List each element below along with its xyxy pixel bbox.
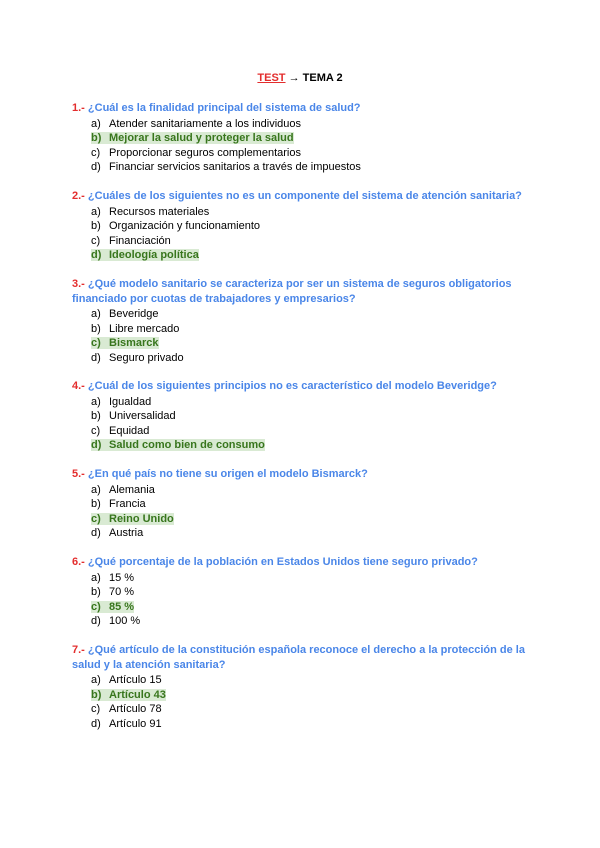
- option-text: Financiación: [109, 234, 171, 247]
- question-prompt: ¿Qué artículo de la constitución española reconoce el derecho a la protección de la salud y la atención sanitaria?: [72, 644, 525, 671]
- option-text: Alemania: [109, 483, 155, 496]
- option-c[interactable]: [91, 512, 532, 527]
- title-test: TEST: [257, 72, 286, 84]
- option-text: Atender sanitariamente a los individuos: [109, 117, 302, 130]
- title-arrow: →: [285, 72, 303, 84]
- option-d[interactable]: [91, 438, 532, 453]
- options-list: [72, 205, 532, 263]
- question-number: 5.-: [72, 468, 85, 480]
- option-text: Equidad: [109, 424, 150, 437]
- question-5: [72, 467, 532, 541]
- options-list: [72, 395, 532, 453]
- question-6: [72, 555, 532, 629]
- option-letter: c): [91, 234, 101, 247]
- question-number: 7.-: [72, 644, 85, 656]
- option-letter: a): [91, 308, 101, 320]
- question-text: [72, 643, 532, 672]
- option-letter: a): [91, 117, 101, 130]
- options-list: [72, 673, 532, 731]
- question-number: 6.-: [72, 556, 85, 568]
- option-d[interactable]: [91, 248, 532, 263]
- option-text: Proporcionar seguros complementarios: [109, 146, 301, 159]
- question-text: [72, 555, 532, 570]
- option-a[interactable]: [91, 673, 532, 688]
- option-c[interactable]: [91, 146, 532, 161]
- option-d[interactable]: [91, 717, 532, 732]
- option-d[interactable]: [91, 526, 532, 541]
- question-prompt: ¿Cuál de los siguientes principios no es característico del modelo Beveridge?: [84, 380, 497, 392]
- option-b[interactable]: [91, 688, 532, 703]
- question-prompt: ¿Cuáles de los siguientes no es un componente del sistema de atención sanitaria?: [84, 190, 522, 202]
- option-letter: a): [91, 395, 101, 408]
- question-7: [72, 643, 532, 731]
- question-number: 2.-: [72, 190, 85, 202]
- option-letter: d): [91, 351, 101, 364]
- option-letter: c): [91, 703, 101, 716]
- option-b[interactable]: [91, 131, 532, 146]
- option-text: Austria: [109, 527, 144, 540]
- option-d[interactable]: [91, 351, 532, 366]
- option-a[interactable]: [91, 205, 532, 220]
- option-text: Mejorar la salud y proteger la salud: [109, 132, 294, 145]
- option-letter: b): [91, 220, 101, 233]
- option-c[interactable]: [91, 702, 532, 717]
- option-c[interactable]: [91, 234, 532, 249]
- option-letter: d): [91, 717, 101, 730]
- option-text: 85 %: [109, 600, 135, 613]
- option-b[interactable]: [91, 409, 532, 424]
- question-4: [72, 379, 532, 453]
- option-text: Reino Unido: [109, 512, 174, 525]
- option-letter: b): [91, 688, 102, 701]
- option-letter: d): [91, 527, 101, 540]
- option-letter: b): [91, 586, 101, 599]
- option-text: Seguro privado: [109, 351, 184, 364]
- option-a[interactable]: [91, 117, 532, 132]
- question-number: 4.-: [72, 380, 85, 392]
- option-b[interactable]: [91, 322, 532, 337]
- option-letter: c): [91, 512, 101, 525]
- question-prompt: ¿Qué porcentaje de la población en Estados Unidos tiene seguro privado?: [84, 556, 478, 568]
- question-text: [72, 467, 532, 482]
- option-letter: d): [91, 615, 101, 628]
- option-a[interactable]: [91, 483, 532, 498]
- option-text: Organización y funcionamiento: [109, 220, 261, 233]
- question-number: 1.-: [72, 102, 85, 114]
- option-text: Bismarck: [109, 337, 159, 350]
- question-2: [72, 189, 532, 263]
- option-a[interactable]: [91, 571, 532, 586]
- option-d[interactable]: [91, 160, 532, 175]
- option-letter: b): [91, 132, 102, 145]
- option-text: 100 %: [109, 615, 141, 628]
- question-number: 3.-: [72, 278, 85, 290]
- option-text: Ideología política: [109, 249, 199, 262]
- option-letter: c): [91, 146, 101, 159]
- question-prompt: ¿Cuál es la finalidad principal del sistema de salud?: [84, 102, 361, 114]
- option-letter: b): [91, 322, 101, 335]
- page-title: [0, 72, 600, 84]
- option-letter: d): [91, 249, 102, 262]
- option-b[interactable]: [91, 585, 532, 600]
- option-text: Financiar servicios sanitarios a través de impuestos: [109, 161, 361, 174]
- option-text: Artículo 78: [109, 703, 162, 716]
- options-list: [72, 571, 532, 629]
- option-text: Artículo 91: [109, 717, 162, 730]
- option-c[interactable]: [91, 336, 532, 351]
- option-letter: b): [91, 410, 101, 423]
- option-a[interactable]: [91, 307, 532, 322]
- option-letter: a): [91, 205, 101, 218]
- option-letter: c): [91, 600, 101, 613]
- question-3: [72, 277, 532, 365]
- question-prompt: ¿En qué país no tiene su origen el modelo Bismarck?: [84, 468, 368, 480]
- option-letter: a): [91, 483, 101, 496]
- option-text: Salud como bien de consumo: [109, 439, 265, 452]
- option-letter: c): [91, 424, 101, 437]
- option-text: Libre mercado: [109, 322, 180, 335]
- title-tema: TEMA 2: [302, 72, 343, 84]
- option-text: 15 %: [109, 571, 135, 584]
- option-b[interactable]: [91, 219, 532, 234]
- option-d[interactable]: [91, 614, 532, 629]
- options-list: [72, 117, 532, 175]
- option-text: Artículo 43: [109, 688, 166, 701]
- option-text: Francia: [109, 498, 146, 511]
- option-letter: c): [91, 337, 101, 350]
- question-1: [72, 101, 532, 175]
- option-letter: d): [91, 161, 101, 174]
- option-text: Artículo 15: [109, 674, 162, 686]
- question-text: [72, 277, 532, 306]
- option-text: Beveridge: [109, 308, 159, 320]
- option-a[interactable]: [91, 395, 532, 410]
- option-text: Universalidad: [109, 410, 176, 423]
- option-letter: b): [91, 498, 101, 511]
- question-text: [72, 189, 532, 204]
- option-c[interactable]: [91, 424, 532, 439]
- option-letter: a): [91, 674, 101, 686]
- option-text: 70 %: [109, 586, 135, 599]
- options-list: [72, 307, 532, 365]
- option-text: Igualdad: [109, 395, 152, 408]
- option-letter: d): [91, 439, 102, 452]
- options-list: [72, 483, 532, 541]
- question-text: [72, 101, 532, 116]
- question-prompt: ¿Qué modelo sanitario se caracteriza por ser un sistema de seguros obligatorios financiado por cuotas de trabajadores y empresarios?: [72, 278, 512, 305]
- option-b[interactable]: [91, 497, 532, 512]
- question-text: [72, 379, 532, 394]
- option-c[interactable]: [91, 600, 532, 615]
- option-letter: a): [91, 571, 101, 584]
- option-text: Recursos materiales: [109, 205, 210, 218]
